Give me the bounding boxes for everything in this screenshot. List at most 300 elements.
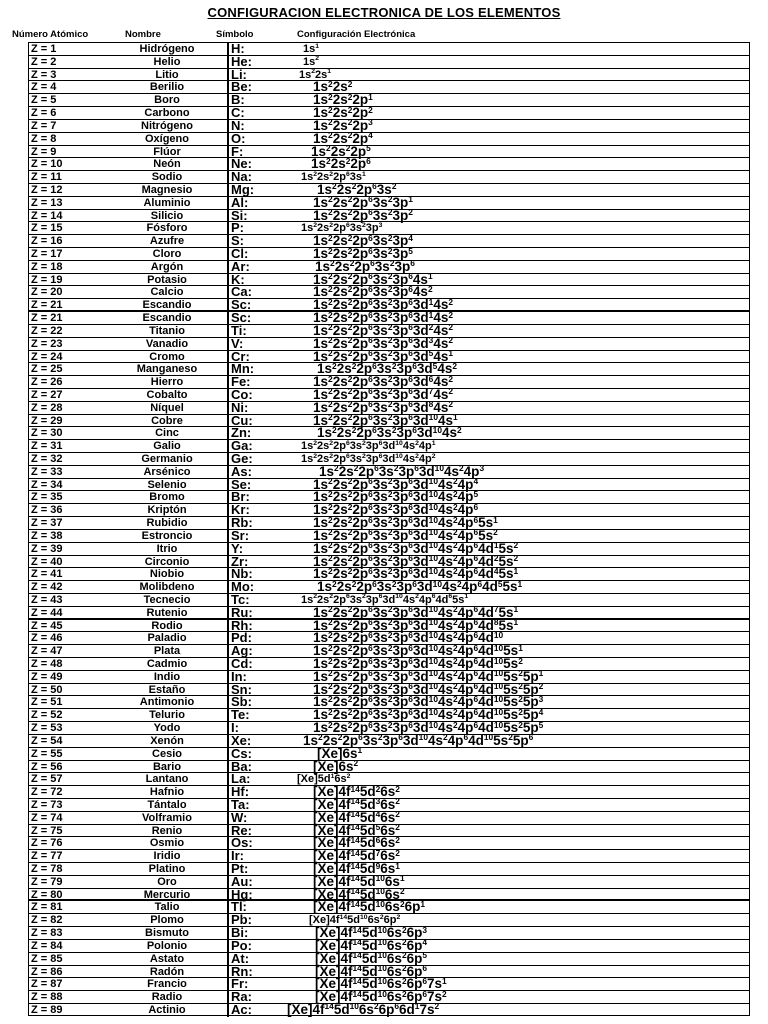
- element-name: Cromo: [149, 350, 185, 363]
- element-name: Litio: [155, 68, 179, 81]
- element-symbol: As:: [231, 463, 252, 479]
- electron-configuration: $1s^22s^22p^63s^23p^63d^{10}4s^24p^64d^{10}5s^25p^2$: [313, 681, 544, 697]
- electron-configuration: $[Xe]4f^{14}5d^{10}6s^26p^4$: [315, 937, 428, 953]
- electron-configuration: $[Xe]4f^{14}5d^76s^2$: [313, 847, 400, 864]
- element-symbol: S:: [231, 233, 244, 249]
- element-symbol: Sc:: [231, 297, 252, 313]
- element-symbol: Mg:: [231, 181, 255, 197]
- element-name: Flúor: [153, 145, 181, 158]
- electron-configuration: $1s^22s^22p^63s^23p^63d^{10}4s^24p^64d^{10}5s^25p^1$: [313, 668, 544, 684]
- element-name: Cadmio: [146, 658, 188, 670]
- element-symbol: Re:: [231, 822, 252, 838]
- element-name: Selenio: [147, 478, 187, 491]
- atomic-number: Z = 21: [31, 312, 63, 325]
- atomic-number: Z = 27: [31, 388, 63, 401]
- element-symbol: W:: [231, 809, 248, 825]
- column-headers: [0, 29, 768, 41]
- atomic-number: Z = 45: [31, 619, 63, 632]
- element-symbol: P:: [231, 220, 244, 236]
- element-name: Hierro: [150, 376, 184, 389]
- table-row: [29, 130, 749, 146]
- element-symbol: Au:: [231, 873, 253, 889]
- atomic-number: Z = 53: [31, 722, 63, 735]
- element-name: Molibdeno: [139, 581, 195, 594]
- element-name: Cinc: [155, 427, 179, 440]
- electron-configuration: $1s^22s^22p^63s^23p^63d^{10}4s^24p^64d^55s^1$: [317, 578, 523, 595]
- element-symbol: Hg:: [231, 886, 253, 902]
- electron-configuration: $1s^22s^22p^63s^23p^63d^{10}4s^24p^65s^1$: [313, 514, 498, 531]
- atomic-number: Z = 47: [31, 645, 63, 658]
- electron-configuration: $[Xe]4f^{14}5d^{10}6s^26p^66d^17s^2$: [287, 1001, 440, 1017]
- atomic-number: Z = 41: [31, 568, 63, 581]
- atomic-number: Z = 22: [31, 324, 63, 337]
- element-name: Actinio: [148, 1003, 186, 1016]
- element-name: Renio: [151, 824, 183, 837]
- element-name: Cobalto: [146, 388, 188, 401]
- element-name: Helio: [153, 55, 181, 68]
- element-symbol: He:: [231, 53, 252, 69]
- element-symbol: Rh:: [231, 617, 253, 633]
- atomic-number: Z = 16: [31, 235, 63, 248]
- element-name: Cloro: [152, 248, 182, 260]
- electron-configuration: $[Xe]4f^{14}5d^36s^2$: [313, 796, 400, 812]
- element-symbol: I:: [231, 720, 239, 736]
- atomic-number: Z = 52: [31, 709, 63, 722]
- electron-configuration: $1s^22s^22p^63s^23p^63d^34s^2$: [313, 335, 454, 351]
- electron-configuration: $1s^1$: [303, 42, 320, 55]
- table-row: [29, 91, 749, 108]
- element-symbol: Te:: [231, 707, 250, 723]
- element-name: Circonio: [144, 555, 190, 568]
- atomic-number: Z = 78: [31, 863, 63, 875]
- electron-configuration: $1s^22s^22p^63s^23p^63d^64s^2$: [313, 373, 454, 390]
- atomic-number: Z = 4: [31, 81, 57, 94]
- atomic-number: Z = 49: [31, 670, 63, 683]
- element-symbol: Cr:: [231, 348, 250, 364]
- atomic-number: Z = 75: [31, 824, 63, 837]
- element-name: Yodo: [153, 722, 181, 735]
- table-row: [29, 155, 749, 172]
- element-name: Nitrógeno: [141, 119, 193, 132]
- electron-configuration: $[Xe]4f^{14}5d^{10}6s^26p^67s^2$: [315, 988, 447, 1005]
- atomic-number: Z = 42: [31, 581, 63, 594]
- element-name: Titanio: [149, 324, 185, 337]
- element-name: Vanadio: [145, 337, 189, 350]
- element-name: Calcio: [150, 286, 184, 299]
- electron-configuration: $[Xe]5d^16s^2$: [297, 772, 351, 786]
- element-symbol: Zr:: [231, 553, 249, 569]
- atomic-number: Z = 12: [31, 183, 63, 196]
- electron-configuration: $[Xe]4f^{14}5d^66s^2$: [313, 834, 400, 851]
- element-name: Rubidio: [146, 517, 188, 530]
- page-title: CONFIGURACION ELECTRONICA DE LOS ELEMENTOS: [207, 5, 561, 20]
- atomic-number: Z = 48: [31, 658, 63, 670]
- atomic-number: Z = 9: [31, 145, 57, 158]
- electron-configuration: $1s^22s^22p^63s^23p^63d^{10}4s^24p^4$: [313, 476, 479, 492]
- electron-configuration: $1s^22s^22p^63s^23p^63d^{10}4s^24p^6$: [313, 501, 479, 518]
- element-name: Manganeso: [136, 363, 198, 376]
- element-symbol: Sn:: [231, 681, 252, 697]
- atomic-number: Z = 23: [31, 337, 63, 350]
- electron-configuration: $1s^22s^22p^63s^23p^63d^{10}4s^24p^64d^85s^1$: [313, 617, 519, 633]
- table-row: [29, 117, 749, 133]
- element-symbol: Nb:: [231, 566, 253, 582]
- element-symbol: Bi:: [231, 925, 249, 941]
- table-row: [29, 143, 749, 159]
- element-symbol: Ra:: [231, 989, 252, 1005]
- table-row: [29, 745, 749, 761]
- element-symbol: Sc:: [231, 310, 252, 326]
- element-symbol: Ta:: [231, 796, 250, 812]
- element-name: Tecnecio: [143, 593, 191, 606]
- electron-configuration: $[Xe]4f^{14}5d^{10}6s^26p^67s^1$: [315, 975, 447, 992]
- element-name: Francio: [147, 978, 187, 991]
- electron-configuration: $1s^22s^22p^63s^23p^4$: [313, 232, 413, 249]
- element-name: Osmio: [149, 837, 185, 850]
- atomic-number: Z = 5: [31, 94, 57, 107]
- atomic-number: Z = 56: [31, 760, 63, 773]
- element-name: Boro: [154, 94, 180, 107]
- element-name: Sodio: [151, 171, 183, 184]
- electron-configuration: $[Xe]4f^{14}5d^{10}6s^2$: [313, 886, 405, 902]
- atomic-number: Z = 43: [31, 593, 63, 606]
- element-name: Potasio: [147, 273, 187, 286]
- element-name: Escandio: [142, 312, 192, 325]
- electron-configuration: $1s^22s^22p^63s^23p^63d^24s^2$: [313, 322, 454, 338]
- table-row: [29, 78, 749, 95]
- electron-configuration: $[Xe]4f^{14}5d^26s^2$: [313, 783, 400, 800]
- atomic-number: Z = 3: [31, 68, 57, 81]
- element-name: Bromo: [149, 491, 185, 504]
- element-symbol: Po:: [231, 937, 252, 953]
- atomic-number: Z = 36: [31, 504, 63, 517]
- header-symbol: Símbolo: [216, 29, 254, 40]
- element-name: Neón: [153, 158, 181, 171]
- electron-configuration: $[Xe]4f^{14}5d^56s^2$: [313, 822, 400, 838]
- elements-table: [28, 42, 750, 1016]
- element-name: Germanio: [141, 453, 193, 465]
- electron-configuration: $1s^22s^1$: [299, 68, 332, 81]
- element-symbol: Xe:: [231, 732, 252, 748]
- element-symbol: Y:: [231, 540, 244, 556]
- electron-configuration: $1s^22s^22p^63s^23p^63d^{10}4s^24p^64d^45s^1$: [313, 565, 519, 582]
- element-symbol: O:: [231, 130, 246, 146]
- element-symbol: F:: [231, 143, 244, 159]
- element-symbol: Ge:: [231, 451, 253, 466]
- atomic-number: Z = 84: [31, 939, 63, 952]
- atomic-number: Z = 55: [31, 747, 63, 760]
- element-name: Niobio: [149, 568, 185, 581]
- electron-configuration: $1s^22s^22p^63s^23p^64s^2$: [313, 283, 433, 300]
- element-symbol: Tc:: [231, 591, 250, 607]
- element-name: Magnesio: [141, 183, 193, 196]
- element-symbol: N:: [231, 117, 245, 133]
- element-symbol: Sb:: [231, 694, 252, 710]
- atomic-number: Z = 38: [31, 529, 63, 542]
- element-symbol: Mo:: [231, 579, 255, 595]
- electron-configuration: $1s^22s^22p^63s^23p^63d^{10}4s^24p^64d^{10}5s^1$: [313, 642, 523, 659]
- element-name: Radio: [151, 991, 183, 1004]
- electron-configuration: $1s^22s^22p^63s^23p^63d^{10}4s^24p^64d^{10}5s^25p^5$: [313, 719, 544, 736]
- element-name: Tántalo: [147, 798, 187, 811]
- element-symbol: Ca:: [231, 284, 252, 300]
- element-name: Lantano: [145, 773, 189, 786]
- element-symbol: Ti:: [231, 322, 247, 338]
- element-name: Níquel: [150, 401, 184, 414]
- element-symbol: Fe:: [231, 374, 251, 390]
- element-symbol: Tl:: [231, 899, 247, 915]
- element-symbol: Rb:: [231, 515, 253, 531]
- atomic-number: Z = 18: [31, 260, 63, 273]
- atomic-number: Z = 46: [31, 632, 63, 645]
- electron-configuration: $1s^22s^22p^1$: [313, 91, 373, 108]
- atomic-number: Z = 87: [31, 978, 63, 991]
- element-symbol: V:: [231, 335, 244, 351]
- atomic-number: Z = 37: [31, 517, 63, 530]
- atomic-number: Z = 25: [31, 363, 63, 376]
- element-symbol: Ru:: [231, 604, 253, 620]
- electron-configuration: $1s^22s^22p^63s^23p^2$: [313, 207, 413, 223]
- atomic-number: Z = 50: [31, 683, 63, 696]
- electron-configuration: $[Xe]6s^2$: [313, 758, 359, 774]
- element-symbol: K:: [231, 271, 245, 287]
- element-symbol: Zn:: [231, 425, 252, 441]
- element-name: Hidrógeno: [139, 43, 195, 55]
- atomic-number: Z = 28: [31, 401, 63, 414]
- electron-configuration: $1s^22s^22p^63s^23p^63d^{10}4s^24p^64d^25s^2$: [313, 553, 519, 569]
- electron-configuration: $1s^22s^22p^63s^23p^63d^{10}4s^24p^3$: [319, 463, 485, 479]
- electron-configuration: $[Xe]4f^{14}5d^{10}6s^1$: [313, 873, 405, 889]
- electron-configuration: $1s^22s^22p^63s^1$: [301, 170, 366, 184]
- element-name: Rutenio: [146, 606, 188, 619]
- atomic-number: Z = 85: [31, 952, 63, 965]
- atomic-number: Z = 57: [31, 773, 63, 786]
- element-name: Telurio: [149, 709, 185, 722]
- element-name: Antimonio: [139, 696, 195, 709]
- atomic-number: Z = 54: [31, 734, 63, 747]
- element-symbol: Na:: [231, 169, 252, 185]
- electron-configuration: $[Xe]4f^{14}5d^{10}6s^26p^6$: [315, 963, 428, 979]
- element-symbol: Si:: [231, 207, 248, 223]
- table-row: [29, 1001, 749, 1017]
- electron-configuration: $1s^22s^22p^3$: [313, 117, 373, 133]
- element-name: Estroncio: [141, 529, 193, 542]
- element-name: Galio: [153, 440, 181, 453]
- atomic-number: Z = 73: [31, 798, 63, 811]
- element-symbol: H:: [231, 41, 245, 56]
- electron-configuration: $1s^22s^22p^6$: [311, 155, 371, 172]
- element-name: Aluminio: [143, 196, 191, 209]
- element-symbol: Ir:: [231, 848, 244, 864]
- atomic-number: Z = 88: [31, 991, 63, 1004]
- atomic-number: Z = 40: [31, 555, 63, 568]
- electron-configuration: $1s^22s^22p^63s^23p^63d^54s^2$: [317, 360, 458, 377]
- element-name: Mercurio: [143, 888, 191, 901]
- electron-configuration: $1s^22s^22p^63s^23p^5$: [313, 245, 413, 261]
- element-symbol: C:: [231, 105, 245, 121]
- table-row: [29, 898, 749, 915]
- element-symbol: La:: [231, 771, 251, 787]
- electron-configuration: $[Xe]6s^1$: [317, 745, 363, 761]
- electron-configuration: $1s^22s^22p^63s^23p^63d^{10}4s^24p^1$: [301, 439, 436, 453]
- electron-configuration: $1s^22s^22p^5$: [311, 143, 371, 159]
- atomic-number: Z = 15: [31, 222, 63, 235]
- atomic-number: Z = 77: [31, 850, 63, 863]
- electron-configuration: $1s^22s^22p^63s^2$: [317, 181, 397, 197]
- table-row: [29, 104, 749, 121]
- table-row: [29, 578, 749, 595]
- element-name: Xenón: [150, 734, 184, 747]
- element-name: Itrio: [156, 542, 178, 555]
- element-symbol: Kr:: [231, 502, 250, 518]
- element-symbol: Pb:: [231, 912, 252, 928]
- element-name: Cobre: [151, 414, 183, 427]
- element-name: Indio: [153, 670, 181, 683]
- element-symbol: Ag:: [231, 643, 253, 659]
- atomic-number: Z = 24: [31, 350, 63, 363]
- element-name: Plomo: [150, 914, 184, 927]
- table-row: [29, 53, 749, 69]
- element-symbol: Cd:: [231, 656, 253, 671]
- element-symbol: Hf:: [231, 784, 250, 800]
- element-name: Oro: [157, 875, 177, 888]
- atomic-number: Z = 31: [31, 440, 63, 453]
- atomic-number: Z = 10: [31, 158, 63, 171]
- atomic-number: Z = 8: [31, 132, 57, 145]
- element-name: Talio: [154, 901, 180, 914]
- electron-configuration: $1s^22s^22p^63s^23p^63d^{10}4s^24p^64d^75s^1$: [313, 604, 519, 620]
- atomic-number: Z = 26: [31, 376, 63, 389]
- element-name: Carbono: [144, 107, 190, 120]
- element-name: Escandio: [142, 299, 192, 312]
- element-name: Hafnio: [149, 786, 185, 799]
- electron-configuration: $[Xe]4f^{14}5d^46s^2$: [313, 809, 400, 825]
- header-atomic-number: Número Atómico: [12, 29, 89, 40]
- electron-configuration: $1s^22s^22p^63s^23p^63d^{10}4s^24p^64d^{10}5s^25p^6$: [303, 732, 534, 748]
- atomic-number: Z = 33: [31, 465, 63, 478]
- element-name: Fósforo: [146, 222, 188, 235]
- element-symbol: Cl:: [231, 246, 249, 261]
- electron-configuration: $1s^22s^22p^63s^23p^63d^{10}4s^24p^65s^2$: [313, 527, 498, 543]
- electron-configuration: $1s^22s^22p^63s^23p^64s^1$: [313, 271, 433, 287]
- atomic-number: Z = 29: [31, 414, 63, 427]
- electron-configuration: $1s^22s^22p^63s^23p^63d^54s^1$: [313, 348, 454, 364]
- element-symbol: Cu:: [231, 412, 253, 428]
- element-symbol: Co:: [231, 386, 253, 402]
- electron-configuration: $1s^22s^22p^63s^23p^63d^{10}4s^24p^64d^65s^1$: [301, 593, 469, 606]
- element-name: Bismuto: [145, 927, 189, 940]
- atomic-number: Z = 44: [31, 606, 63, 619]
- element-name: Plata: [153, 645, 181, 658]
- element-symbol: Li:: [231, 66, 247, 82]
- table-row: [29, 43, 749, 56]
- element-symbol: Pt:: [231, 861, 249, 876]
- element-name: Astato: [149, 952, 185, 965]
- atomic-number: Z = 11: [31, 171, 62, 184]
- electron-configuration: $1s^22s^22p^63s^23p^3$: [301, 221, 383, 235]
- table-row: [29, 732, 749, 748]
- element-symbol: B:: [231, 92, 245, 108]
- electron-configuration: $1s^22s^2$: [313, 78, 353, 95]
- electron-configuration: $[Xe]4f^{14}5d^96s^1$: [313, 860, 400, 876]
- atomic-number: Z = 89: [31, 1003, 63, 1016]
- electron-configuration: $1s^22s^22p^63s^23p^63d^74s^2$: [313, 386, 454, 402]
- element-name: Oxígeno: [144, 132, 189, 145]
- element-symbol: Mn:: [231, 361, 255, 377]
- electron-configuration: $[Xe]4f^{14}5d^{10}6s^26p^5$: [315, 950, 428, 966]
- element-symbol: Ba:: [231, 758, 252, 774]
- atomic-number: Z = 79: [31, 875, 63, 888]
- table-row: [29, 66, 749, 82]
- electron-configuration: $1s^22s^22p^2$: [313, 104, 373, 121]
- element-symbol: In:: [231, 668, 247, 684]
- element-symbol: Sr:: [231, 527, 250, 543]
- electron-configuration: $1s^22s^22p^63s^23p^63d^14s^2$: [313, 296, 454, 313]
- element-name: Kriptón: [147, 504, 187, 517]
- electron-configuration: $1s^22s^22p^63s^23p^63d^{10}4s^24p^64d^{10}$: [313, 629, 504, 646]
- electron-configuration: $[Xe]4f^{14}5d^{10}6s^26p^2$: [309, 913, 401, 927]
- atomic-number: Z = 2: [31, 55, 57, 68]
- electron-configuration: $1s^22s^22p^4$: [313, 130, 373, 146]
- electron-configuration: $1s^22s^22p^63s^23p^63d^14s^2$: [313, 309, 454, 326]
- element-name: Polonio: [146, 939, 188, 952]
- atomic-number: Z = 76: [31, 837, 63, 850]
- atomic-number: Z = 13: [31, 196, 63, 209]
- electron-configuration: $1s^22s^22p^63s^23p^63d^{10}4s^24p^64d^{10}5s^25p^3$: [313, 693, 544, 710]
- atomic-number: Z = 30: [31, 427, 63, 440]
- electron-configuration: $1s^22s^22p^63s^23p^1$: [313, 194, 413, 210]
- table-row: [29, 424, 749, 441]
- element-symbol: Fr:: [231, 976, 249, 992]
- element-name: Iridio: [153, 850, 181, 863]
- atomic-number: Z = 20: [31, 286, 63, 299]
- table-row: [29, 207, 749, 223]
- electron-configuration: $[Xe]4f^{14}5d^{10}6s^26p^1$: [313, 898, 426, 915]
- element-name: Argón: [150, 260, 184, 273]
- atomic-number: Z = 35: [31, 491, 63, 504]
- element-name: Azufre: [149, 235, 185, 248]
- electron-configuration: $1s^22s^22p^63s^23p^63d^{10}4s^24p^2$: [301, 452, 436, 465]
- table-row: [29, 758, 749, 774]
- atomic-number: Z = 34: [31, 478, 63, 491]
- atomic-number: Z = 1: [31, 43, 57, 55]
- electron-configuration: $1s^2$: [303, 55, 320, 68]
- electron-configuration: $[Xe]4f^{14}5d^{10}6s^26p^3$: [315, 924, 428, 941]
- element-name: Volframio: [142, 811, 192, 824]
- atomic-number: Z = 72: [31, 786, 63, 799]
- atomic-number: Z = 6: [31, 107, 57, 120]
- electron-configuration: $1s^22s^22p^63s^23p^63d^{10}4s^1$: [313, 412, 458, 428]
- element-symbol: Ga:: [231, 438, 253, 454]
- element-name: Radón: [149, 965, 185, 978]
- atomic-number: Z = 19: [31, 273, 63, 286]
- header-config: Configuración Electrónica: [297, 29, 416, 40]
- electron-configuration: $1s^22s^22p^63s^23p^63d^{10}4s^24p^64d^15s^2$: [313, 540, 519, 556]
- element-symbol: Cs:: [231, 745, 252, 761]
- table-row: [29, 440, 749, 453]
- element-symbol: Ac:: [231, 1001, 252, 1017]
- atomic-number: Z = 7: [31, 119, 57, 132]
- element-symbol: At:: [231, 950, 250, 966]
- atomic-number: Z = 14: [31, 209, 63, 222]
- element-symbol: Br:: [231, 489, 250, 505]
- element-symbol: Pd:: [231, 630, 252, 646]
- element-name: Rodio: [151, 619, 183, 632]
- element-name: Paladio: [147, 632, 187, 645]
- element-symbol: Os:: [231, 835, 253, 851]
- atomic-number: Z = 86: [31, 965, 63, 978]
- element-symbol: Ar:: [231, 258, 250, 274]
